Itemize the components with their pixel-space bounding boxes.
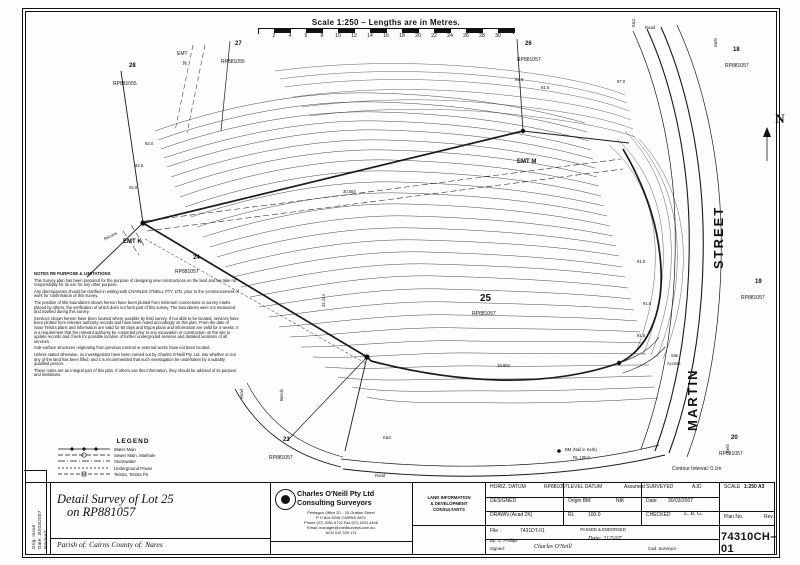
field-signature: Charles O'Neill xyxy=(534,544,572,550)
scale-tick-label: 16 xyxy=(383,33,389,39)
plan-label: Access xyxy=(667,361,681,366)
revised-label: Revised: xyxy=(43,529,48,549)
plan-label: RP881055 xyxy=(113,81,137,87)
field-origin-bm-value: NIK xyxy=(616,498,625,504)
plan-label: 25 xyxy=(480,293,492,304)
drawing-title-line2: on RP881057 xyxy=(67,505,136,519)
plan-label: 24 xyxy=(193,255,200,261)
field-drawn-label: DRAWN (Acad 2K) xyxy=(490,512,533,518)
plan-label: Road xyxy=(645,25,656,30)
plan-label: Site xyxy=(671,353,679,358)
plan-label: 92.5 xyxy=(135,163,144,168)
scale-tick-label: 6 xyxy=(304,33,308,39)
plan-label: RP881057 xyxy=(725,63,749,69)
field-level-datum-value: Assumed xyxy=(624,484,645,490)
plan-label: 91.5 xyxy=(637,259,646,264)
plan-label: RP881057 xyxy=(472,311,496,317)
field-checked-value: L. R. G. xyxy=(684,511,703,517)
plan-label: RP881057 xyxy=(741,295,765,301)
scale-label: SCALE xyxy=(724,484,741,490)
legend-item-label: Underground Power xyxy=(114,465,153,471)
plan-label: 93.0 xyxy=(129,185,138,190)
field-surveyed-value: AJD xyxy=(692,484,702,490)
plan-label: RP881057 xyxy=(269,455,293,461)
notes-heading: NOTES RE PURPOSE & LIMITATIONS xyxy=(34,271,111,276)
firm-address-line: Email: manager@oneillsurveys.com.au xyxy=(307,525,375,530)
rev-label: Rev. xyxy=(764,514,774,520)
drawing-title-line1: Detail Survey of Lot 25 xyxy=(57,492,174,506)
note-paragraph: Sub-surface structures originating from previous internal or external works have not been located. xyxy=(34,345,211,351)
field-file-label: File : xyxy=(490,528,501,534)
plan-label: 18 xyxy=(733,47,740,53)
note-paragraph: Any discrepancies should be clarified in writing with CHARLES O'NEILL PTY. LTD. prior to the commencement of work for confirmation of this survey. xyxy=(34,288,239,299)
plan-label: RP881055 xyxy=(221,59,245,65)
field-signed-label: Signed: xyxy=(490,546,505,551)
field-by-label: By: G. Phillips xyxy=(490,538,518,543)
plan-label: K&C xyxy=(631,18,636,27)
scale-note: Scale 1:250 – Lengths are in Metres. xyxy=(311,18,461,27)
company-logo-icon xyxy=(275,489,296,510)
note-paragraph: Services shown hereon have been located where possible by field survey. If not able to be located, services have been plotted from relevant authority records and have been noted accordingly on this plan. From the date of issue Telstra plans and information are valid for 60 days and Ergon plans and information are valid for 4 weeks. It is a requirement that the relevant authority be contacted prior to any excavation or construction on the site to update records and check for possible location of further underground services and detailed locations of all services. xyxy=(34,315,239,344)
scale-tick-label: 28 xyxy=(479,33,485,39)
field-rl-value: 100.0 xyxy=(588,512,601,518)
plan-label: BM (Nail in Kerb) xyxy=(565,447,597,452)
scale-tick-label: 26 xyxy=(463,33,469,39)
plan-label: 91.5 xyxy=(541,85,550,90)
telstra-symbol xyxy=(58,471,110,479)
firm-address-line: Phone (07) 4051 6722 Fax (07) 4031 4446 xyxy=(304,520,378,525)
field-by-date-value: Date: 21/5/07 xyxy=(588,536,622,542)
field-passed-endorsed-label: PASSED & ENDORSED xyxy=(580,527,626,532)
plan-label: EMT xyxy=(177,51,188,57)
legend-title: LEGEND xyxy=(116,438,150,445)
scale-tick-label: 12 xyxy=(351,33,357,39)
plan-label: Kerb xyxy=(713,38,718,47)
plan-label: 20 xyxy=(731,435,738,441)
field-horiz-datum-label: HORIZ. DATUM xyxy=(490,484,526,490)
plan-label: 34.244 xyxy=(321,294,326,307)
plan-label: Road xyxy=(239,388,244,399)
field-checked-label: CHECKED xyxy=(646,512,671,518)
plan-label: STREET xyxy=(711,205,726,269)
plan-label: 19 xyxy=(755,279,762,285)
scale-tick-label: 10 xyxy=(335,33,341,39)
note-paragraph: The position of title boundaries shown hereon have been plotted from minimum connections to survey marks placed by others, the verification of which does not form part of this survey. The boundaries were not measured and marked during this survey. xyxy=(34,299,236,315)
firm-address-line: ACN 010 329 174 xyxy=(325,530,357,535)
legend-item-label: Stormwater xyxy=(114,459,136,465)
lidc-block xyxy=(413,485,485,535)
lidc-line: CONSULTANTS xyxy=(433,507,465,512)
field-horiz-datum-value: RP881057 xyxy=(544,484,568,490)
scale-tick-label: 30 xyxy=(495,33,501,39)
plan-label: 28 xyxy=(129,63,136,69)
notes-block xyxy=(34,272,239,380)
plan-label: Bends xyxy=(279,389,284,401)
note-paragraph: Unless stated otherwise, no investigations have been carried out by Charles O'Neill Pty. Ltd. into whether or not any of the land has been filled, and it is recommended that such investigation be undertaken by a suitably qualified person. xyxy=(34,351,236,367)
issue-date-label: Date: 30/03/2007 xyxy=(37,510,42,549)
field-file-value: 7431DT-01 xyxy=(520,528,545,534)
title-block xyxy=(25,482,775,554)
legend-item-label: Telstra, Telstra Pit xyxy=(114,471,148,477)
lidc-line: LAND INFORMATION xyxy=(427,495,471,500)
scale-tick-label: 18 xyxy=(399,33,405,39)
scale-tick-label: 22 xyxy=(431,33,437,39)
field-surveyed-label: SURVEYED xyxy=(646,484,674,490)
drawing-title xyxy=(51,485,269,553)
field-cad-surveyor-label: Cad. Surveyor xyxy=(648,546,677,551)
legend-item-label: Sewer Main, Manhole xyxy=(114,453,156,459)
note-paragraph: These notes are an integral part of this plan. If others use this information, they should be advised of its purpose and limitations. xyxy=(34,367,237,378)
plan-label: 19.902 xyxy=(497,363,510,368)
north-arrow xyxy=(767,111,793,127)
plan-label: RP881057 xyxy=(175,269,199,275)
plan-label: 26 xyxy=(525,41,532,47)
plan-number: 74310CH–01 xyxy=(721,531,777,555)
scale-tick-label: 14 xyxy=(367,33,373,39)
note-paragraph: This Survey plan has been prepared for the purpose of designing new constructions on the land and we take no responsibility for its use for any other purpose. xyxy=(34,277,237,288)
scale-tick-label: 2 xyxy=(272,33,276,39)
plan-label: EMT M xyxy=(517,159,537,165)
plan-label: 97.0 xyxy=(617,79,626,84)
firm-name-line2: Consulting Surveyors xyxy=(297,498,372,507)
plan-label: 92.0 xyxy=(145,141,154,146)
plan-label: K&C xyxy=(383,435,392,440)
plan-label: RP881057 xyxy=(719,451,743,457)
plan-label: 30.584 xyxy=(343,189,356,194)
scale-value: 1:250 A3 xyxy=(744,484,765,490)
firm-address-line: Pentagon Office 20 – 25 Grafton Street xyxy=(307,510,375,515)
field-date-value: 30/03/2007 xyxy=(668,498,694,504)
plan-label: Recons xyxy=(103,230,118,242)
scale-tick-label: 8 xyxy=(320,33,324,39)
plan-label: Kerb xyxy=(725,444,730,453)
contour-interval-note: Contour Interval: 0.1m xyxy=(672,466,722,472)
scale-tick-label: 4 xyxy=(288,33,292,39)
plan-label: 27 xyxy=(235,41,242,47)
legend-item xyxy=(58,472,208,478)
plan-label: 23 xyxy=(283,437,290,443)
parish-county: Parish of: Cairns County of: Nares xyxy=(57,540,163,549)
plan-label: N xyxy=(183,61,187,67)
plan-label: RL 100.0 xyxy=(573,455,590,460)
legend xyxy=(58,438,208,478)
field-origin-bm-label: Origin BM: xyxy=(568,498,592,504)
plan-label: RP881057 xyxy=(517,57,541,63)
firm-address xyxy=(271,507,411,535)
scale-tick-label: 24 xyxy=(447,33,453,39)
firm-details xyxy=(271,485,411,543)
plan-label: EMT K xyxy=(123,239,142,245)
orig-issue-label: Orig. Issue xyxy=(31,524,36,549)
field-rl-label: RL xyxy=(568,512,575,518)
plan-label: 91.5 xyxy=(643,301,652,306)
scale-tick-label: 20 xyxy=(415,33,421,39)
firm-address-line: P O Box 5246 CAIRNS 4870 xyxy=(316,515,366,520)
lidc-line: & DEVELOPMENT xyxy=(430,501,468,506)
field-designed-label: DESIGNED xyxy=(490,498,517,504)
field-date-label: Date: xyxy=(646,498,658,504)
north-letter: N xyxy=(775,111,785,126)
plan-label: 91.5 xyxy=(515,77,524,82)
plan-label: Road xyxy=(375,473,386,478)
plan-label: MARTIN xyxy=(685,368,700,431)
legend-item-label: Water Main xyxy=(114,447,136,452)
plan-label: 91.5 xyxy=(637,333,646,338)
field-level-datum-label: LEVEL DATUM xyxy=(568,484,603,490)
firm-name-line1: Charles O'Neill Pty Ltd xyxy=(297,489,375,498)
plan-no-label: Plan No. xyxy=(724,514,744,520)
